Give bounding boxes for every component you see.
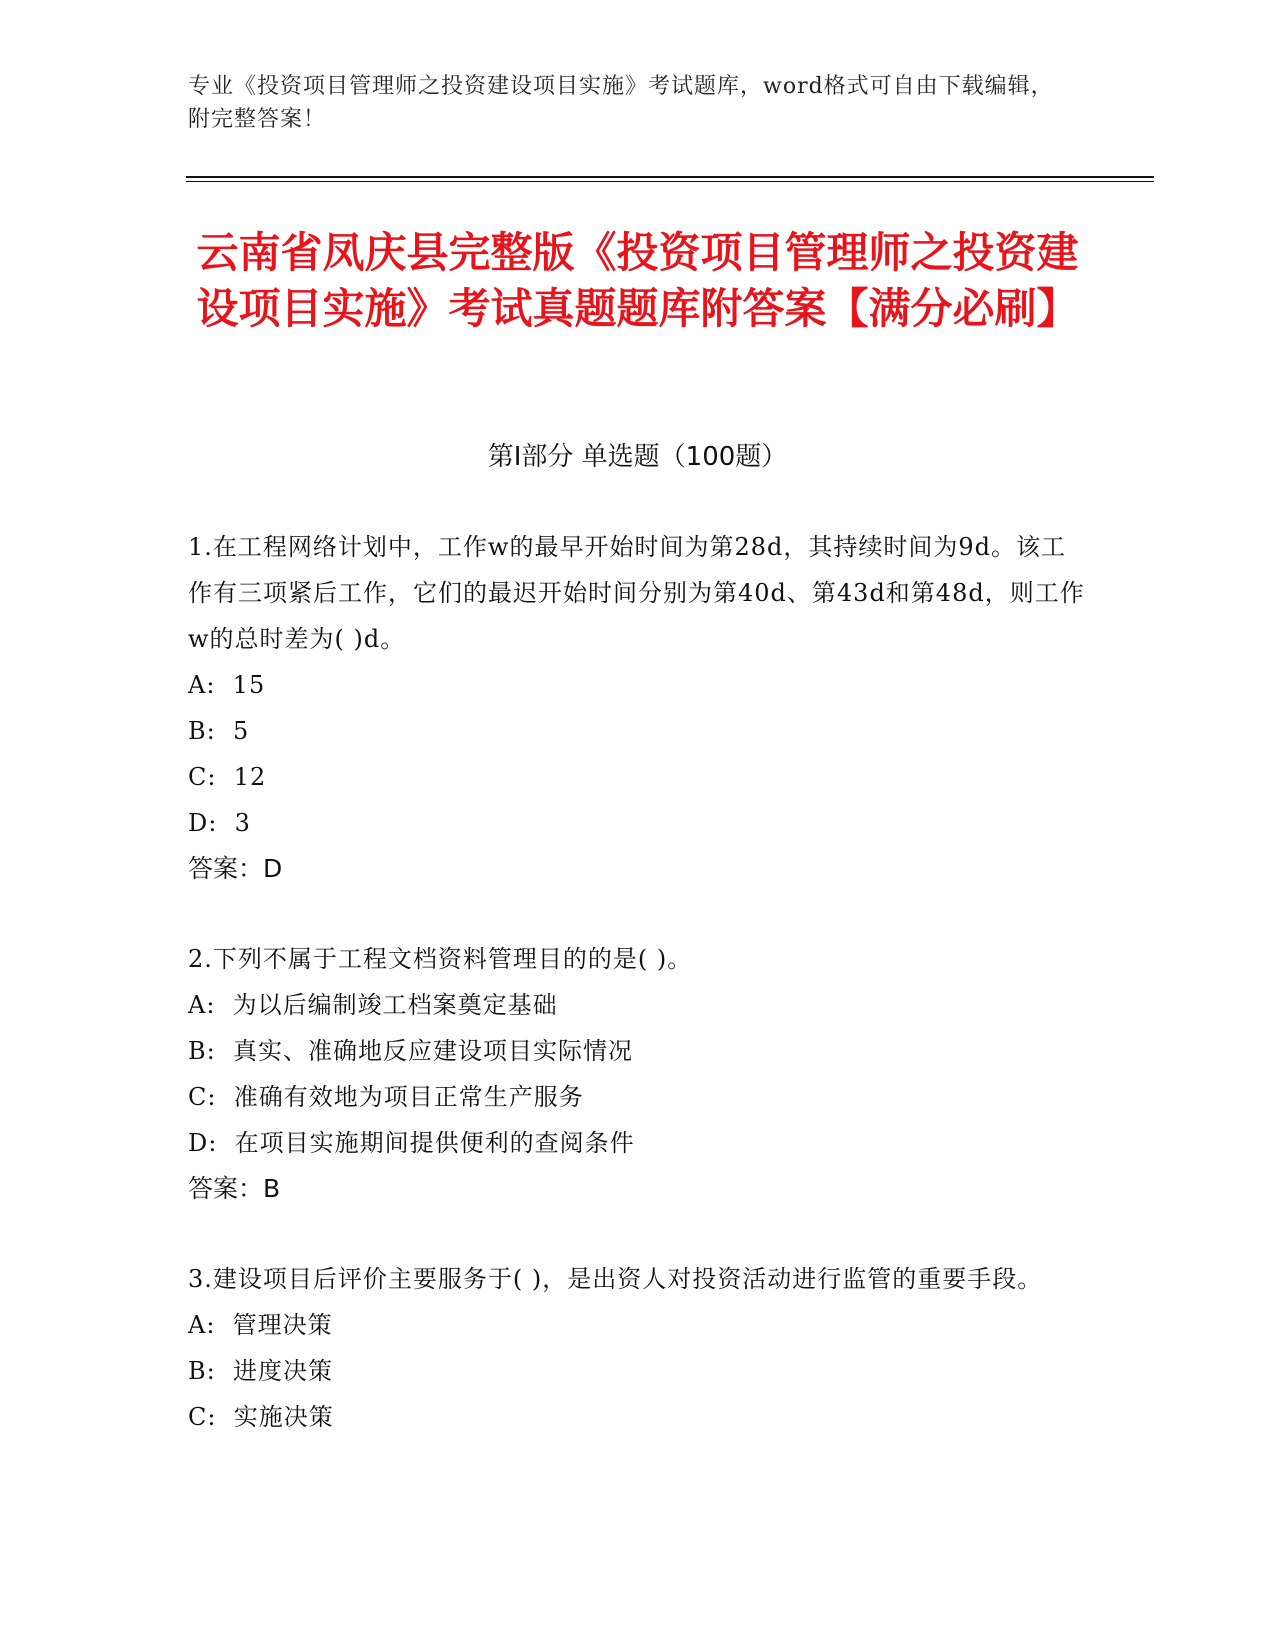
option-b: B: 5 bbox=[188, 717, 250, 745]
question-1 bbox=[188, 524, 1088, 892]
question-text: 3.建设项目后评价主要服务于( )，是出资人对投资活动进行监管的重要手段。 bbox=[188, 1265, 1043, 1293]
option-d: D: 3 bbox=[188, 809, 251, 837]
question-2 bbox=[188, 936, 1088, 1212]
option-a: A: 15 bbox=[188, 671, 266, 699]
option-a: A: 管理决策 bbox=[188, 1311, 333, 1339]
header-divider-thin bbox=[186, 181, 1154, 182]
question-text: 2.下列不属于工程文档资料管理目的的是( )。 bbox=[188, 945, 693, 973]
question-text: 1.在工程网络计划中，工作w的最早开始时间为第28d，其持续时间为9d。该工作有三项紧后工作，它们的最迟开始时间分别为第40d、第43d和第48d，则工作w的总时差为( )d。 bbox=[188, 533, 1085, 653]
option-b: B: 进度决策 bbox=[188, 1357, 333, 1385]
option-c: C: 12 bbox=[188, 763, 267, 791]
option-c: C: 实施决策 bbox=[188, 1403, 334, 1431]
question-3 bbox=[188, 1256, 1088, 1440]
option-b: B: 真实、准确地反应建设项目实际情况 bbox=[188, 1037, 633, 1065]
header-divider-thick bbox=[186, 176, 1154, 178]
option-a: A: 为以后编制竣工档案奠定基础 bbox=[188, 991, 558, 1019]
option-d: D: 在项目实施期间提供便利的查阅条件 bbox=[188, 1129, 635, 1157]
option-c: C: 准确有效地为项目正常生产服务 bbox=[188, 1083, 584, 1111]
section-heading: 第Ⅰ部分 单选题（100题） bbox=[487, 442, 788, 472]
answer: 答案：B bbox=[188, 1174, 281, 1203]
answer: 答案：D bbox=[188, 854, 283, 883]
question-list bbox=[188, 524, 1088, 1484]
document-title: 云南省凤庆县完整版《投资项目管理师之投资建设项目实施》考试真题题库附答案【满分必刷】 bbox=[196, 228, 1079, 333]
header-note: 专业《投资项目管理师之投资建设项目实施》考试题库，word格式可自由下载编辑，附完整答案！ bbox=[188, 74, 1054, 132]
